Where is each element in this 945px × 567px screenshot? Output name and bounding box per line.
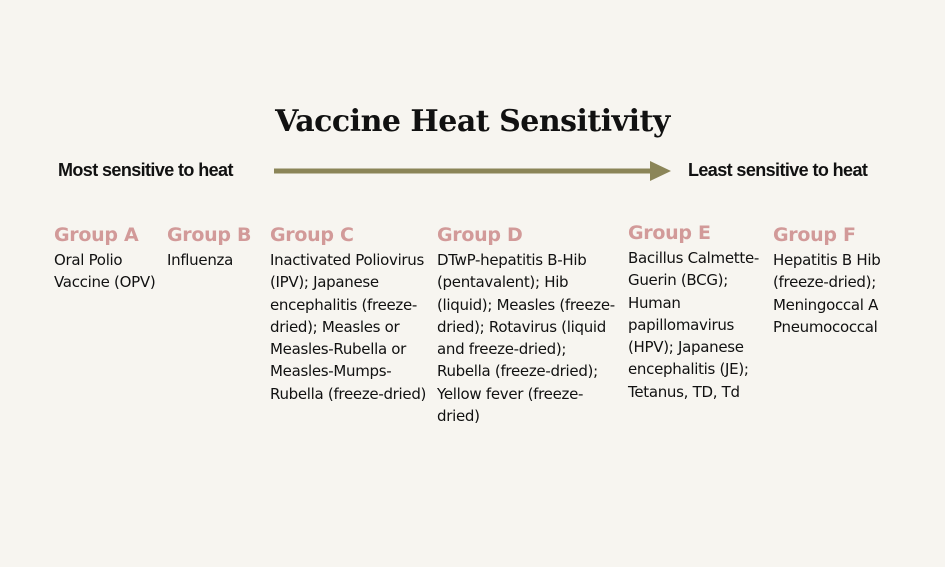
group-b (167, 224, 267, 271)
group-c-label: Group C (270, 224, 354, 246)
group-a-vaccines: Oral Polio Vaccine (OPV) (54, 251, 156, 292)
group-e-vaccines: Bacillus Calmette-Guerin (BCG); Human papillomavirus (HPV); Japanese encephalitis (JE); Tetanus, TD, Td (628, 249, 759, 401)
group-d (437, 224, 615, 427)
group-f-label: Group F (773, 224, 856, 246)
group-e-label: Group E (628, 222, 711, 244)
group-f (773, 224, 938, 338)
page-title: Vaccine Heat Sensitivity (275, 104, 670, 139)
group-e (628, 222, 766, 403)
group-c-vaccines: Inactivated Poliovirus (IPV); Japanese encephalitis (freeze-dried); Measles or Measles-Rubella or Measles-Mumps-Rubella (freeze-dried) (270, 251, 427, 403)
group-a (54, 224, 162, 294)
group-f-vaccines: Hepatitis B Hib (freeze-dried); Meningoccal A Pneumococcal (773, 251, 881, 336)
group-c (270, 224, 428, 405)
group-d-label: Group D (437, 224, 523, 246)
least-sensitive-label: Least sensitive to heat (688, 160, 868, 180)
group-d-vaccines: DTwP-hepatitis B-Hib (pentavalent); Hib (liquid); Measles (freeze-dried); Rotavirus (liquid and freeze-dried); Rubella (freeze-dried); Yellow fever (freeze-dried) (437, 251, 615, 426)
most-sensitive-label: Most sensitive to heat (58, 160, 233, 180)
group-b-label: Group B (167, 224, 252, 246)
group-a-label: Group A (54, 224, 139, 246)
sensitivity-arrow-icon (274, 159, 672, 183)
group-b-vaccines: Influenza (167, 251, 233, 269)
